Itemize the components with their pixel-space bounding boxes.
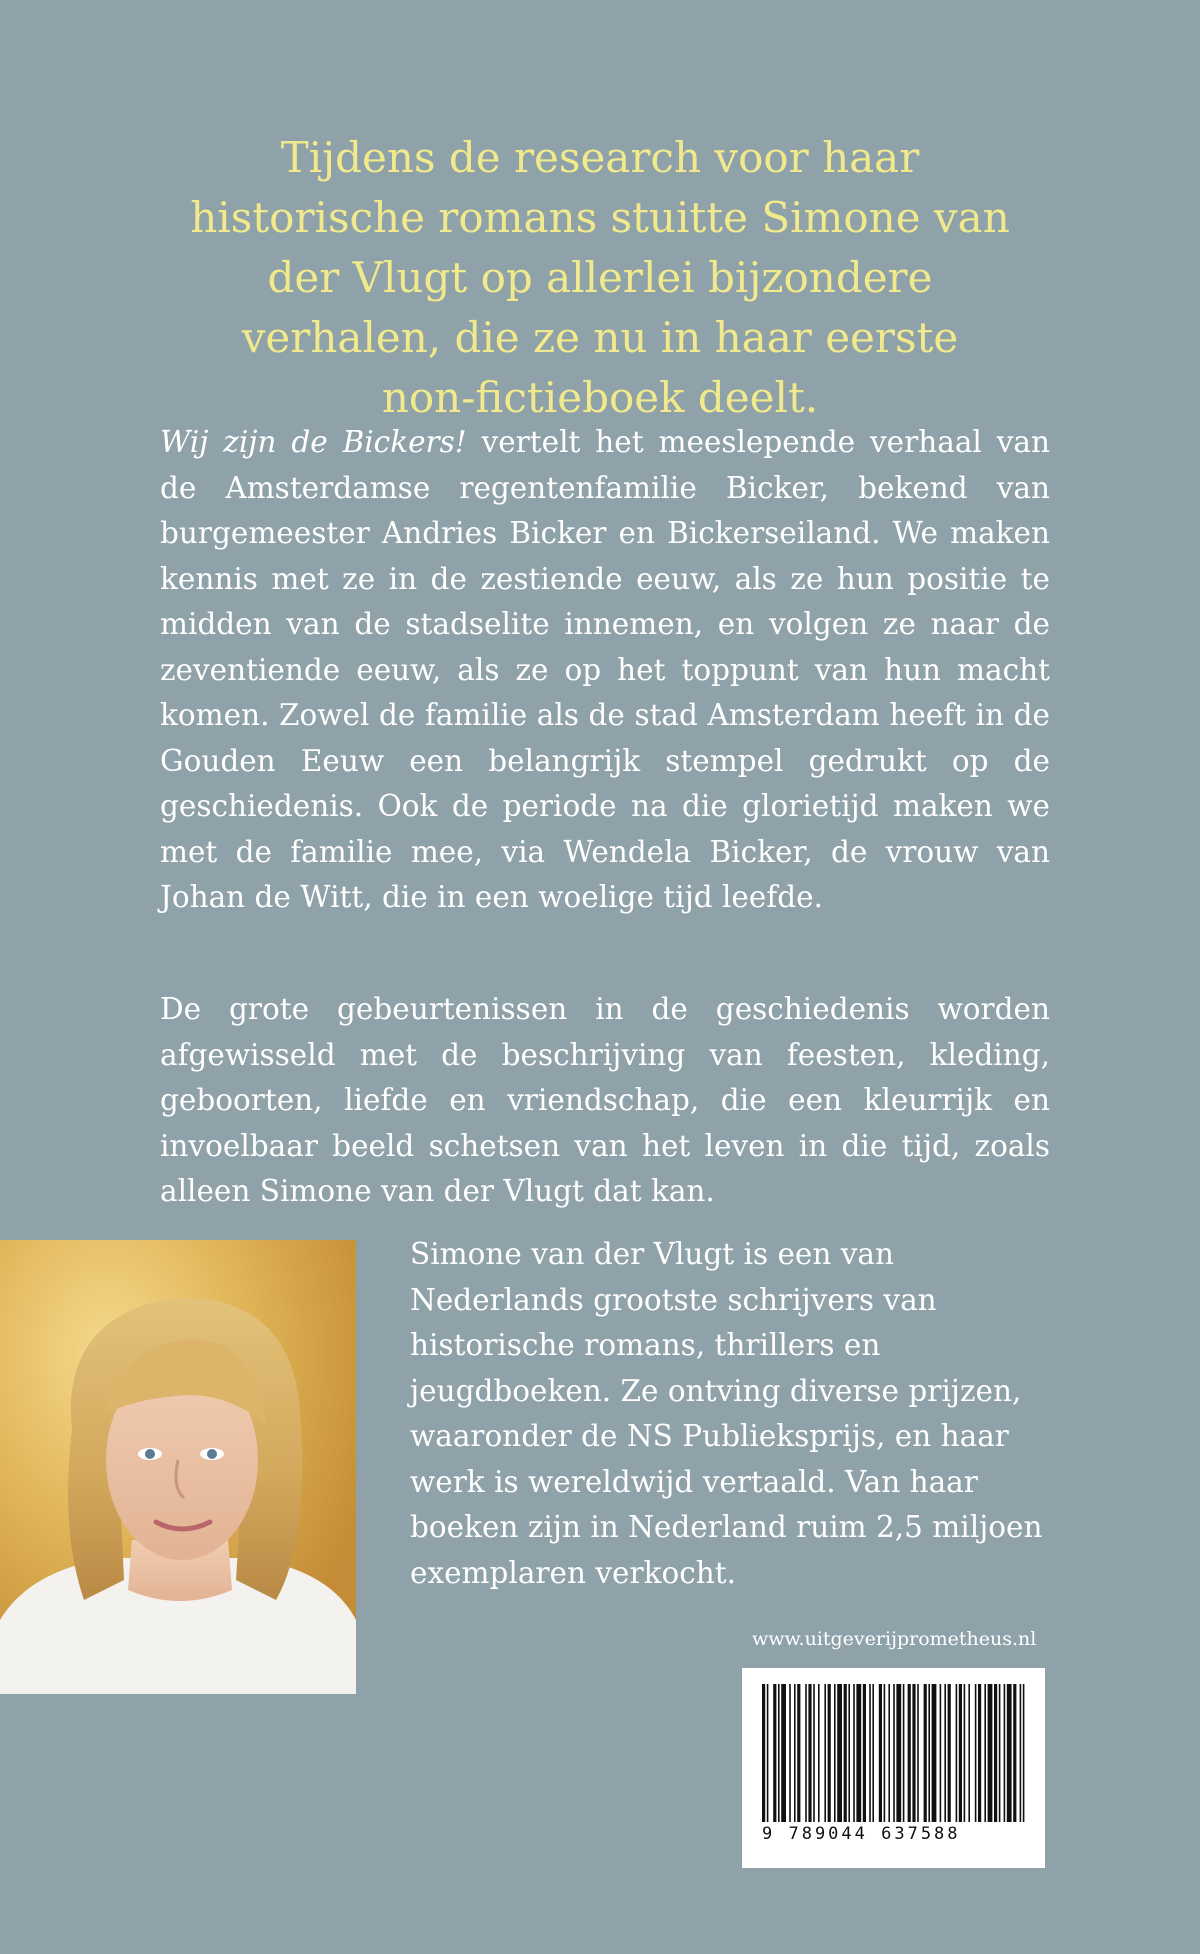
barcode-bar [944,1684,946,1822]
barcode-bar [794,1684,796,1822]
barcode-bar [773,1684,776,1822]
barcode-bar [999,1684,1001,1822]
barcode-bar [1020,1684,1022,1822]
barcode-bar [778,1684,780,1822]
barcode-bar [888,1684,890,1822]
barcode-bar [978,1684,981,1822]
barcode-bar [781,1684,786,1822]
barcode-bar [853,1684,855,1822]
barcode-bar [834,1684,836,1822]
barcode-bar [932,1684,937,1822]
barcode-bar [896,1684,901,1822]
barcode-bar [844,1684,847,1822]
barcode-bar [917,1684,919,1822]
barcode-bar [988,1684,993,1822]
author-bio-text-1: Simone van der Vlugt is een van Nederlands grootste schrijvers van historische romans, thrillers en jeugdboeken. Ze ontving diverse prijzen, waaronder de [410,1237,1022,1453]
barcode-bar [964,1684,966,1822]
barcode-bar [994,1684,997,1822]
description-paragraph-2: De grote gebeurtenissen in de geschiedenis worden afgewisseld met de beschrijving van feesten, kleding, geboorten, liefde en vriendschap, die een kleurrijk en invoelbaar beeld schetsen van het leven in die tijd, zoals alleen Simone van der Vlugt dat kan. [160,992,1050,1208]
barcode-bar [928,1684,930,1822]
barcode-bar [893,1684,895,1822]
author-bio [410,1232,1050,1596]
barcode-bar [956,1684,958,1822]
barcode-bar [848,1684,850,1822]
barcode-bar [789,1684,791,1822]
barcode-bar [805,1684,807,1822]
barcode-bar [884,1684,886,1822]
barcode-bar [824,1684,826,1822]
barcode-bar [912,1684,915,1822]
barcode-bar [968,1684,970,1822]
barcode-bar [924,1684,927,1822]
description-paragraph-1-text: vertelt het meeslepende verhaal van de Amsterdamse regentenfamilie Bicker, bekend van burgemeester Andries Bicker en Bickerseiland. We maken kennis met ze in de zestiende eeuw, als ze hun positie te midden van de stadselite innemen, en volgen ze naar de zeventiende eeuw, als ze op het toppunt van hun macht komen. Zowel de familie als de stad Amsterdam heeft in de Gouden Eeuw een belangrijk stempel gedrukt op de geschiedenis. Ook de periode na die glorietijd maken we met de familie mee, via Wendela Bicker, de vrouw van Johan de Witt, die in een woelige tijd leefde. [160,425,1051,914]
isbn-barcode [742,1668,1045,1868]
book-title: Wij zijn de Bickers! [160,425,467,459]
barcode-bar [808,1684,811,1822]
barcode-bar [828,1684,831,1822]
barcode-bars [762,1684,1025,1822]
isbn-number: 9 789044 637588 [762,1824,961,1844]
barcode-bar [837,1684,842,1822]
author-bio-text-2: Publieksprijs, en haar werk is wereldwijd vertaald. Van haar boeken zijn in Nederland ruim 2,5 miljoen exemplaren verkocht. [410,1419,1043,1590]
barcode-bar [872,1684,874,1822]
barcode-bar [984,1684,986,1822]
description-paragraph-1 [160,420,1050,921]
barcode-bar [879,1684,882,1822]
barcode-bar [1023,1684,1025,1822]
barcode-bar [940,1684,942,1822]
barcode-bar [975,1684,977,1822]
barcode-bar [959,1684,962,1822]
barcode-bar [797,1684,800,1822]
barcode-bar [1004,1684,1006,1822]
barcode-bar [818,1684,820,1822]
barcode-bar [767,1684,769,1822]
author-photo [0,1240,356,1694]
barcode-bar [1013,1684,1016,1822]
barcode-bar [863,1684,866,1822]
blurb-quote: Tijdens de research voor haar historische romans stuitte Simone van der Vlugt op allerlei bijzondere verhalen, die ze nu in haar eerste non-fictieboek deelt. [190,133,1010,422]
publisher-url[interactable]: www.uitgeverijprometheus.nl [752,1628,1037,1650]
barcode-bar [948,1684,951,1822]
barcode-bar [869,1684,871,1822]
ns-abbreviation: NS [626,1419,673,1453]
barcode-bar [908,1684,911,1822]
barcode-bar [1007,1684,1012,1822]
barcode-bar [813,1684,815,1822]
barcode-bar [903,1684,905,1822]
barcode-bar [762,1684,765,1822]
barcode-bar [856,1684,861,1822]
